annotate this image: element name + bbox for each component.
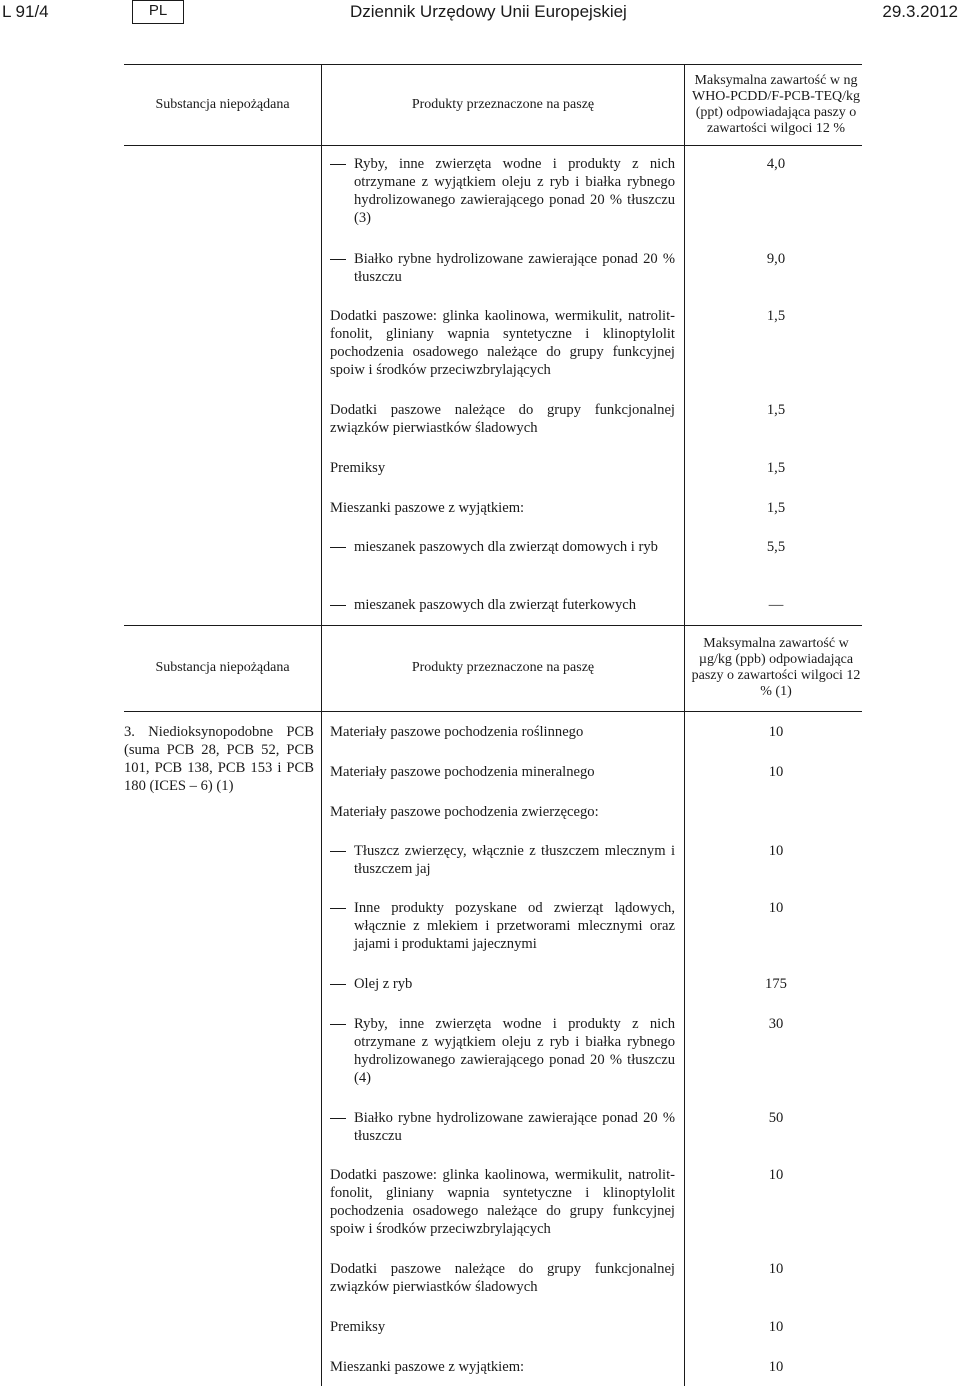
- table2-row-product: Olej z ryb: [354, 976, 413, 992]
- table2-row-product: Mieszanki paszowe z wyjątkiem:: [330, 1359, 525, 1375]
- table2-row-value: 10: [768, 1359, 784, 1375]
- table2-row-product: Białko rybne hydrolizowane zawierające ponad 20 % tłuszczu: [354, 1110, 675, 1144]
- table2-row-value: 50: [768, 1110, 784, 1126]
- table1-row-value: 5,5: [766, 539, 786, 555]
- table1-row-product: Mieszanki paszowe z wyjątkiem:: [330, 500, 525, 516]
- table1-row-product: Premiksy: [330, 460, 386, 476]
- table1-header-products: Produkty przeznaczone na paszę: [411, 96, 595, 112]
- table2-row-value: 10: [768, 1167, 784, 1183]
- table1-row-product: Ryby, inne zwierzęta wodne i produkty z nich otrzymane z wyjątkiem oleju z ryb i białka rybnego hydrolizowanego zawierającego ponad 20 % tłuszczu (3): [354, 156, 675, 226]
- table2-row-value: 10: [768, 724, 784, 740]
- table1-row-product: Dodatki paszowe: glinka kaolinowa, wermikulit, natrolit-fonolit, gliniany wapnia syntetyczne i klinoptylolit pochodzenia osadowego należące do grupy funkcyjnej spoiw i środków przeciwzbrylających: [330, 308, 675, 378]
- table2-row-product: Materiały paszowe pochodzenia mineralnego: [330, 764, 595, 780]
- table2-row-value: 10: [768, 843, 784, 859]
- table1-col-divider-1: [321, 64, 322, 625]
- table1-header-rule: [124, 145, 862, 146]
- table1-row-value: —: [768, 597, 784, 613]
- table2-row-value: 175: [765, 976, 787, 992]
- table1-row-value: 1,5: [766, 460, 786, 476]
- table2-row-product: Ryby, inne zwierzęta wodne i produkty z nich otrzymane z wyjątkiem oleju z ryb i białka rybnego hydrolizowanego zawierającego ponad 20 % tłuszczu (4): [354, 1016, 675, 1086]
- table2-col-divider-1: [321, 625, 322, 1386]
- publication-date: 29.3.2012: [882, 2, 958, 21]
- table1-row-value: 1,5: [766, 500, 786, 516]
- table1-row-value: 4,0: [766, 156, 786, 172]
- table1-header-substance: Substancja niepożądana: [155, 96, 290, 112]
- table2-header-rule: [124, 711, 862, 712]
- table2-row-product: Inne produkty pozyskane od zwierząt lądowych, włącznie z mlekiem i przetworami mlecznymi oraz jajami i produktami jajecznymi: [354, 900, 675, 952]
- language-badge: PL: [132, 0, 184, 24]
- table1-col-divider-2: [684, 64, 685, 625]
- table2-header-products: Produkty przeznaczone na paszę: [411, 660, 595, 675]
- table1-row-product: mieszanek paszowych dla zwierząt domowych i ryb: [354, 539, 658, 555]
- table2-row-value: 30: [768, 1016, 784, 1032]
- table2-row-product: Premiksy: [330, 1319, 386, 1335]
- table2-row-value: 10: [768, 1319, 784, 1335]
- table2-header-substance: Substancja niepożądana: [155, 660, 290, 675]
- table1-row-product: Dodatki paszowe należące do grupy funkcjonalnej związków pierwiastków śladowych: [330, 402, 675, 436]
- table1-row-value: 9,0: [766, 251, 786, 267]
- table2-row-product: Materiały paszowe pochodzenia zwierzęcego:: [330, 804, 599, 820]
- table2-row-product: Tłuszcz zwierzęcy, włącznie z tłuszczem mlecznym i tłuszczem jaj: [354, 843, 675, 877]
- table2-row-product: Materiały paszowe pochodzenia roślinnego: [330, 724, 584, 740]
- table1-row-value: 1,5: [766, 308, 786, 324]
- table2-row-value: 10: [768, 900, 784, 916]
- table2-col-divider-2: [684, 625, 685, 1386]
- table1-header-max: Maksymalna zawartość w ng WHO-PCDD/F-PCB-TEQ/kg (ppt) odpowiadająca paszy o zawartości wilgoci 12 %: [691, 72, 860, 136]
- table2-row-product: Dodatki paszowe: glinka kaolinowa, wermikulit, natrolit-fonolit, gliniany wapnia syntetyczne i klinoptylolit pochodzenia osadowego należące do grupy funkcyjnej spoiw i środków przeciwzbrylających: [330, 1167, 675, 1237]
- issue-number: L 91/4: [2, 2, 49, 21]
- table2-row-value: 10: [768, 764, 784, 780]
- table2-header-max: Maksymalna zawartość w µg/kg (ppb) odpowiadająca paszy o zawartości wilgoci 12 % (1): [691, 636, 861, 699]
- table1-row-product: Białko rybne hydrolizowane zawierające ponad 20 % tłuszczu: [354, 251, 675, 285]
- table1-row-product: mieszanek paszowych dla zwierząt futerkowych: [354, 597, 637, 613]
- page-header: [0, 0, 960, 30]
- table2-row-value: 10: [768, 1261, 784, 1277]
- table2-row-product: Dodatki paszowe należące do grupy funkcjonalnej związków pierwiastków śladowych: [330, 1261, 675, 1295]
- table1-row-value: 1,5: [766, 402, 786, 418]
- journal-title: Dziennik Urzędowy Unii Europejskiej: [350, 2, 627, 21]
- table2-substance: 3. Niedioksynopodobne PCB (suma PCB 28, PCB 52, PCB 101, PCB 138, PCB 153 i PCB 180 (ICES – 6) (1): [124, 724, 314, 794]
